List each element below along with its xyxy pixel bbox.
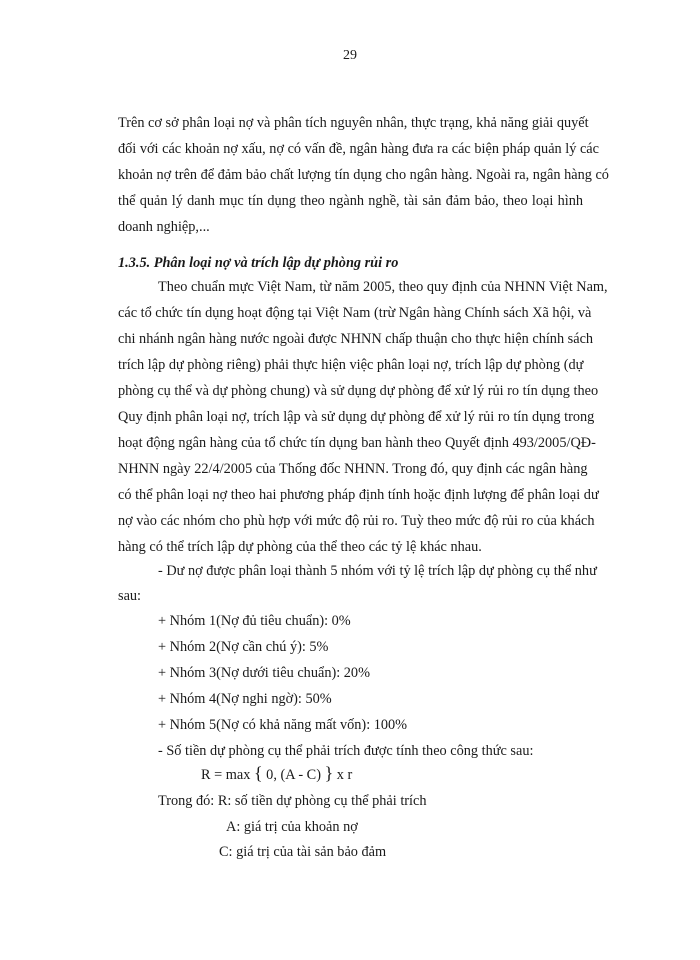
intro-line-2: đối với các khoản nợ xấu, nợ có vấn đề, ngân hàng đưa ra các biện pháp quản lý các: [118, 141, 599, 157]
intro-line-4: thể quản lý danh mục tín dụng theo ngành nghề, tài sản đảm bảo, theo loại hình: [118, 193, 583, 209]
group-item-1: + Nhóm 1(Nợ đủ tiêu chuẩn): 0%: [158, 613, 351, 629]
section-heading: 1.3.5. Phân loại nợ và trích lập dự phòng rủi ro: [118, 255, 399, 271]
where-line-1: Trong đó: R: số tiền dự phòng cụ thể phải trích: [158, 793, 427, 809]
intro-line-1: Trên cơ sở phân loại nợ và phân tích nguyên nhân, thực trạng, khả năng giải quyết: [118, 115, 589, 131]
body-line-8: NHNN ngày 22/4/2005 của Thống đốc NHNN. Trong đó, quy định các ngân hàng: [118, 461, 588, 477]
formula-close-brace: }: [324, 763, 334, 783]
body-line-3: chi nhánh ngân hàng nước ngoài được NHNN chấp thuận cho thực hiện chính sách: [118, 331, 594, 347]
bullet-intro-line-2: sau:: [118, 588, 142, 604]
group-item-3: + Nhóm 3(Nợ dưới tiêu chuẩn): 20%: [158, 665, 370, 681]
group-item-4: + Nhóm 4(Nợ nghi ngờ): 50%: [158, 691, 332, 707]
formula-inner: 0, (A - C): [266, 767, 321, 783]
body-line-7: hoạt động ngân hàng của tổ chức tín dụng ban hành theo Quyết định 493/2005/QĐ-: [118, 435, 596, 451]
where-line-2: A: giá trị của khoản nợ: [226, 819, 358, 835]
formula-open-brace: {: [253, 763, 263, 783]
body-line-1: Theo chuẩn mực Việt Nam, từ năm 2005, theo quy định của NHNN Việt Nam,: [158, 279, 608, 295]
body-line-9: có thể phân loại nợ theo hai phương pháp định tính hoặc định lượng để phân loại dư: [118, 487, 599, 503]
group-item-2: + Nhóm 2(Nợ cần chú ý): 5%: [158, 639, 329, 655]
bullet-intro-line-1: - Dư nợ được phân loại thành 5 nhóm với tỷ lệ trích lập dự phòng cụ thể như: [158, 563, 597, 579]
body-line-2: các tổ chức tín dụng hoạt động tại Việt Nam (trừ Ngân hàng Chính sách Xã hội, và: [118, 305, 592, 321]
intro-line-5: doanh nghiệp,...: [118, 219, 210, 235]
page-number: 29: [343, 48, 357, 63]
body-line-4: trích lập dự phòng riêng) phải thực hiện việc phân loại nợ, trích lập dự phòng (dự: [118, 357, 584, 373]
formula-intro: - Số tiền dự phòng cụ thể phải trích được tính theo công thức sau:: [158, 743, 534, 759]
group-item-5: + Nhóm 5(Nợ có khả năng mất vốn): 100%: [158, 717, 408, 733]
intro-line-3: khoản nợ trên để đảm bảo chất lượng tín dụng cho ngân hàng. Ngoài ra, ngân hàng có: [118, 167, 609, 183]
body-line-6: Quy định phân loại nợ, trích lập và sử dụng dự phòng để xử lý rủi ro tín dụng trong: [118, 409, 595, 425]
formula-rhs: x r: [336, 767, 353, 783]
formula-lhs: R = max: [201, 767, 251, 783]
where-line-3: C: giá trị của tài sản bảo đảm: [219, 844, 387, 860]
body-line-5: phòng cụ thể và dự phòng chung) và sử dụng dự phòng để xử lý rủi ro tín dụng theo: [118, 383, 599, 399]
body-line-10: nợ vào các nhóm cho phù hợp với mức độ rủi ro. Tuỳ theo mức độ rủi ro của khách: [118, 513, 595, 529]
formula: [201, 763, 353, 784]
body-line-11: hàng có thể trích lập dự phòng của thể theo các tỷ lệ khác nhau.: [118, 539, 482, 555]
